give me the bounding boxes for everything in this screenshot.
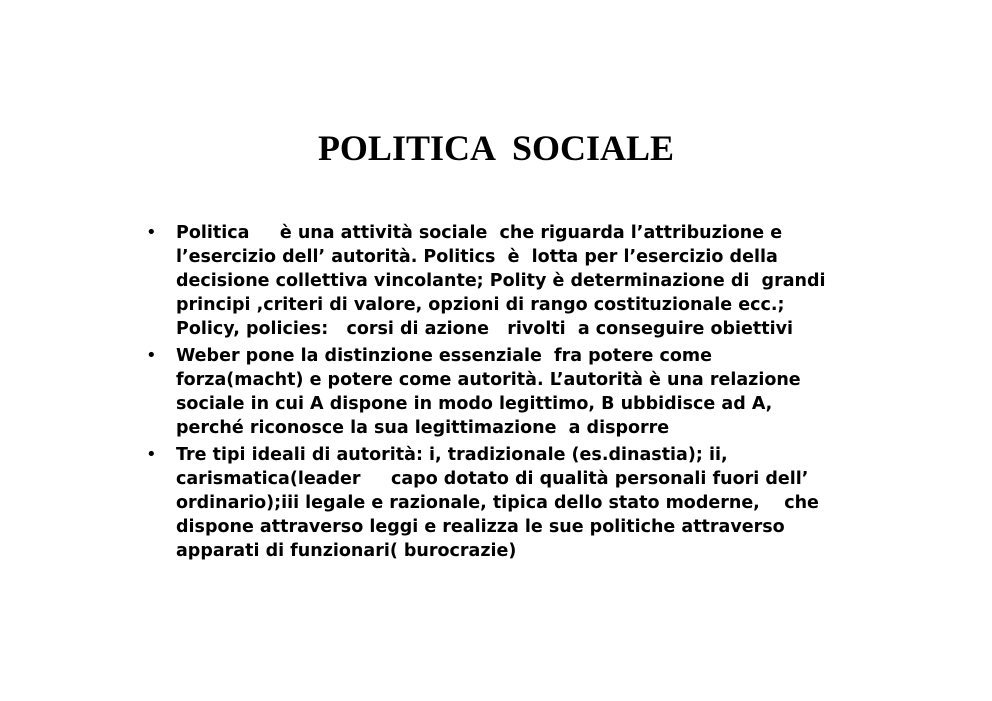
bullet-item: [144, 221, 864, 341]
bullet-item: [144, 344, 864, 440]
bullet-icon: •: [146, 345, 157, 366]
slide-title: POLITICA SOCIALE: [317, 128, 675, 168]
bullet-text-line: dispone attraverso leggi e realizza le sue politiche attraverso: [176, 517, 785, 537]
bullet-icon: •: [146, 444, 157, 465]
bullet-text-line: Politica è una attività sociale che riguarda l’attribuzione e: [176, 223, 783, 243]
bullet-text-line: decisione collettiva vincolante; Polity è determinazione di grandi: [176, 271, 826, 291]
bullet-text-line: sociale in cui A dispone in modo legittimo, B ubbidisce ad A,: [176, 394, 773, 414]
bullet-text-line: Policy, policies: corsi di azione rivolti a conseguire obiettivi: [176, 319, 794, 339]
bullet-icon: •: [146, 222, 157, 243]
bullet-text-line: forza(macht) e potere come autorità. L’autorità è una relazione: [176, 370, 801, 390]
bullet-text-line: perché riconosce la sua legittimazione a disporre: [176, 418, 670, 438]
bullet-text-line: Tre tipi ideali di autorità: i, tradizionale (es.dinastia); ii,: [176, 445, 728, 465]
bullet-list: [144, 221, 864, 566]
bullet-text-line: ordinario);iii legale e razionale, tipica dello stato moderne, che: [176, 493, 819, 513]
bullet-text-line: Weber pone la distinzione essenziale fra potere come: [176, 346, 713, 366]
bullet-text-line: principi ,criteri di valore, opzioni di rango costituzionale ecc.;: [176, 295, 785, 315]
bullet-text-line: l’esercizio dell’ autorità. Politics è lotta per l’esercizio della: [176, 247, 778, 267]
bullet-item: [144, 443, 864, 563]
bullet-text-line: apparati di funzionari( burocrazie): [176, 541, 517, 561]
bullet-text-line: carismatica(leader capo dotato di qualità personali fuori dell’: [176, 469, 809, 489]
